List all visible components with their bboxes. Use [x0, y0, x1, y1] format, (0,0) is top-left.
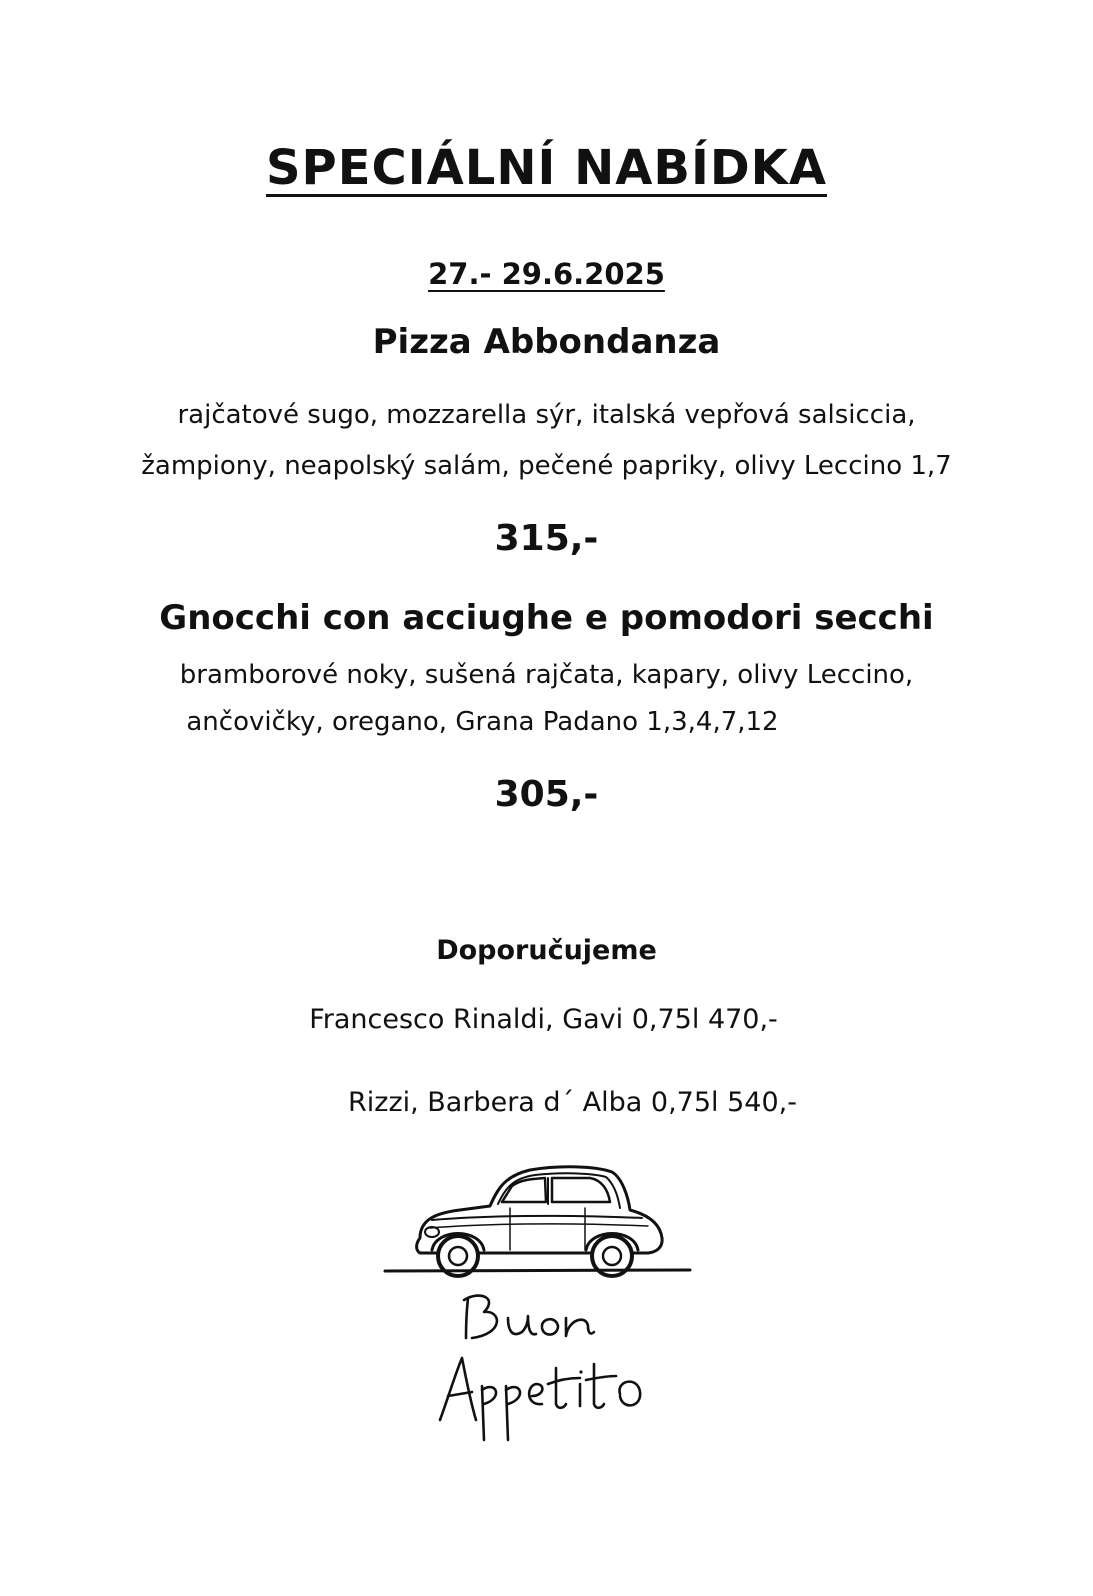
dish-description-line: ančovičky, oregano, Grana Padano 1,3,4,7,12	[186, 707, 779, 737]
dish-price: 305,-	[494, 774, 599, 815]
dish-description-line: bramborové noky, sušená rajčata, kapary, olivy Leccino,	[179, 660, 914, 690]
buon-appetito-logo	[380, 1158, 700, 1448]
dish-description-line: rajčatové sugo, mozzarella sýr, italská vepřová salsiccia,	[177, 400, 916, 430]
page-title: SPECIÁLNÍ NABÍDKA	[265, 140, 828, 196]
wine-item: Francesco Rinaldi, Gavi 0,75l 470,-	[309, 1004, 778, 1035]
dish-name-gnocchi: Gnocchi con acciughe e pomodori secchi	[159, 598, 934, 638]
date-range: 27.- 29.6.2025	[428, 257, 665, 291]
buon-appetito-script	[440, 1296, 640, 1440]
recommendation-heading: Doporučujeme	[436, 935, 657, 966]
wine-item: Rizzi, Barbera d´ Alba 0,75l 540,-	[348, 1087, 797, 1118]
vintage-car-icon	[385, 1167, 690, 1276]
dish-name-pizza: Pizza Abbondanza	[372, 322, 721, 362]
dish-description-line: žampiony, neapolský salám, pečené papriky, olivy Leccino 1,7	[141, 451, 952, 481]
dish-price: 315,-	[494, 518, 599, 559]
